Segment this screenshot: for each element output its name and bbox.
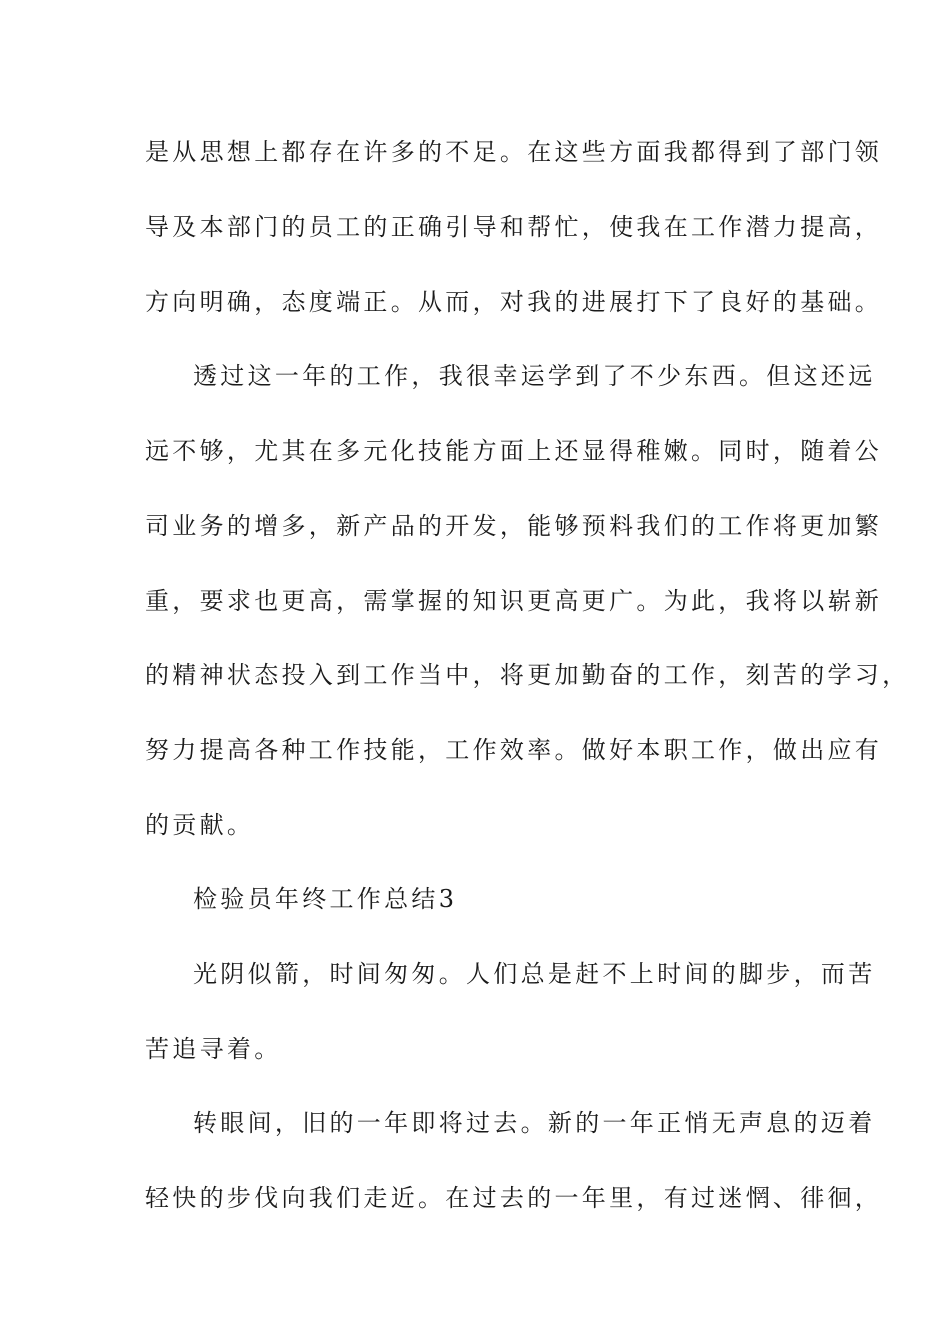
paragraph-line: 转眼间，旧的一年即将过去。新的一年正悄无声息的迈着: [193, 1109, 876, 1137]
paragraph-line: 重，要求也更高，需掌握的知识更高更广。为此，我将以崭新: [145, 587, 883, 615]
paragraph-line: 方向明确，态度端正。从而，对我的进展打下了良好的基础。: [145, 288, 883, 316]
paragraph-line: 是从思想上都存在许多的不足。在这些方面我都得到了部门领: [145, 138, 883, 166]
paragraph-line: 轻快的步伐向我们走近。在过去的一年里，有过迷惘、徘徊，: [145, 1184, 883, 1212]
paragraph-line: 苦追寻着。: [145, 1035, 282, 1063]
section-heading: 检验员年终工作总结3: [193, 885, 458, 913]
paragraph-line: 远不够，尤其在多元化技能方面上还显得稚嫩。同时，随着公: [145, 437, 883, 465]
paragraph-line: 导及本部门的员工的正确引导和帮忙，使我在工作潜力提高，: [145, 213, 883, 241]
paragraph-line: 透过这一年的工作，我很幸运学到了不少东西。但这还远: [193, 362, 876, 390]
paragraph-line: 光阴似箭，时间匆匆。人们总是赶不上时间的脚步，而苦: [193, 960, 876, 988]
paragraph-line: 的精神状态投入到工作当中，将更加勤奋的工作，刻苦的学习，: [145, 661, 910, 689]
paragraph-line: 的贡献。: [145, 811, 255, 839]
paragraph-line: 司业务的增多，新产品的开发，能够预料我们的工作将更加繁: [145, 512, 883, 540]
paragraph-line: 努力提高各种工作技能，工作效率。做好本职工作，做出应有: [145, 736, 883, 764]
